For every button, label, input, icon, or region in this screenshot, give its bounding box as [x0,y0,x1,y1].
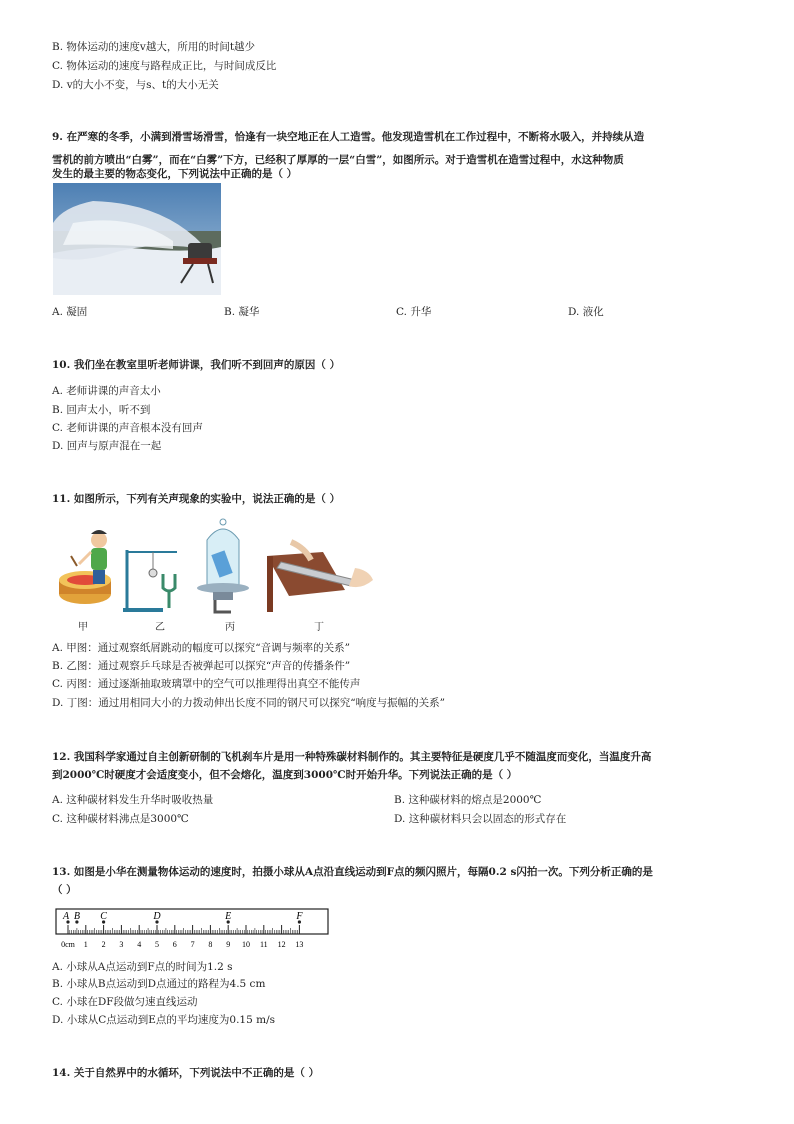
fig-caption-yi: 乙 [155,622,165,633]
q10-choice-a: A. 老师讲课的声音太小 [52,385,161,397]
q11-choice-b: B. 乙图：通过观察乒乓球是否被弹起可以探究“声音的传播条件” [52,660,351,672]
q12-choice-a: A. 这种碳材料发生升华时吸收热量 [52,794,214,806]
ruler-number: 8 [208,940,213,949]
q11-choice-a: A. 甲图：通过观察纸屑跳动的幅度可以探究“音调与频率的关系” [52,642,350,654]
q12-choice-b: B. 这种碳材料的熔点是2000℃ [394,794,542,806]
option-b-prev: B. 物体运动的速度v越大，所用的时间t越少 [52,41,256,53]
bell-jar-experiment [197,519,249,612]
ruler-point-label: E [225,911,232,922]
q13-choice-a: A. 小球从A点运动到F点的时间为1.2 s [52,961,233,973]
q13-choice-c: C. 小球在DF段做匀速直线运动 [52,996,198,1008]
q11-stem: 11. 如图所示，下列有关声现象的实验中，说法正确的是（ ） [52,493,341,505]
q12-stem-line2: 到2000℃时硬度才会适度变小，但不会熔化，温度到3000℃时开始升华。下列说法正确的是（ ） [52,769,518,781]
ruler-number: 6 [172,940,177,949]
q10-choice-c: C. 老师讲课的声音根本没有回声 [52,422,203,434]
fig-caption-ding: 丁 [314,622,324,633]
q11-choice-c: C. 丙图：通过逐渐抽取玻璃罩中的空气可以推理得出真空不能传声 [52,678,361,690]
q9-stem-line1: 9. 在严寒的冬季，小满到滑雪场滑雪，恰逢有一块空地正在人工造雪。他发现造雪机在工作过程中，不断将水吸入，并持续从造 [52,131,645,143]
q10-choice-d: D. 回声与原声混在一起 [52,440,162,452]
ruler-point-label: D [153,911,161,922]
ruler-number: 9 [226,940,231,949]
ruler-figure [55,906,331,950]
q14-stem: 14. 关于自然界中的水循环，下列说法中不正确的是（ ） [52,1067,320,1079]
ruler-point-label: C [100,911,107,922]
q9-choice-b: B. 凝华 [224,306,260,318]
fig-caption-bing: 丙 [225,622,235,633]
q12-choice-c: C. 这种碳材料沸点是3000℃ [52,813,189,825]
ruler-number: 11 [259,940,268,949]
q12-choice-d: D. 这种碳材料只会以固态的形式存在 [394,813,567,825]
ruler-on-table-experiment [267,542,373,612]
ruler-number: 12 [277,940,286,949]
snow-machine-photo [53,183,221,295]
ruler-numbers [61,940,303,949]
sound-experiments-figure [55,512,380,620]
option-c-prev: C. 物体运动的速度与路程成正比，与时间成反比 [52,60,277,72]
q13-choice-b: B. 小球从B点运动到D点通过的路程为4.5 cm [52,978,266,990]
q9-stem-line3: 发生的最主要的物态变化，下列说法中正确的是（ ） [52,168,298,180]
q10-stem: 10. 我们坐在教室里听老师讲课，我们听不到回声的原因（ ） [52,359,341,371]
drum-experiment [59,530,111,604]
ruler-number: 3 [119,940,124,949]
q9-stem-line2: 雪机的前方喷出“白雾”，而在“白雾”下方，已经积了厚厚的一层“白雪”，如图所示。对于造雪机在造雪过程中，水这种物质 [52,154,624,166]
ruler-number: 2 [101,940,106,949]
option-d-prev: D. v的大小不变，与s、t的大小无关 [52,79,219,91]
q9-choice-d: D. 液化 [568,306,604,318]
q13-stem-line2: （ ） [52,884,77,896]
ruler-number: 10 [242,940,250,949]
ruler-point-label: A [62,911,70,922]
fig-caption-jia: 甲 [78,622,88,633]
ruler-number: 1 [83,940,88,949]
q10-choice-b: B. 回声太小，听不到 [52,404,151,416]
ruler-number: 5 [155,940,159,949]
tuning-fork-experiment [123,550,177,612]
q11-choice-d: D. 丁图：通过用相同大小的力拨动伸出长度不同的钢尺可以探究“响度与振幅的关系” [52,697,445,709]
q13-stem-line1: 13. 如图是小华在测量物体运动的速度时，拍摄小球从A点沿直线运动到F点的频闪照片，每隔0.2 s闪拍一次。下列分析正确的是 [52,866,653,878]
q12-stem-line1: 12. 我国科学家通过自主创新研制的飞机刹车片是用一种特殊碳材料制作的。其主要特征是硬度几乎不随温度而变化，当温度升高 [52,751,652,763]
ruler-number: 4 [137,940,142,949]
ruler-number: 7 [190,940,195,949]
q13-choice-d: D. 小球从C点运动到E点的平均速度为0.15 m/s [52,1014,276,1026]
q9-choice-c: C. 升华 [396,306,432,318]
ruler-point-label: B [73,911,80,922]
ruler-number: 0cm [61,940,75,949]
ruler-point-label: F [296,911,303,922]
ruler-number: 13 [295,940,304,949]
q9-choice-a: A. 凝固 [52,306,88,318]
